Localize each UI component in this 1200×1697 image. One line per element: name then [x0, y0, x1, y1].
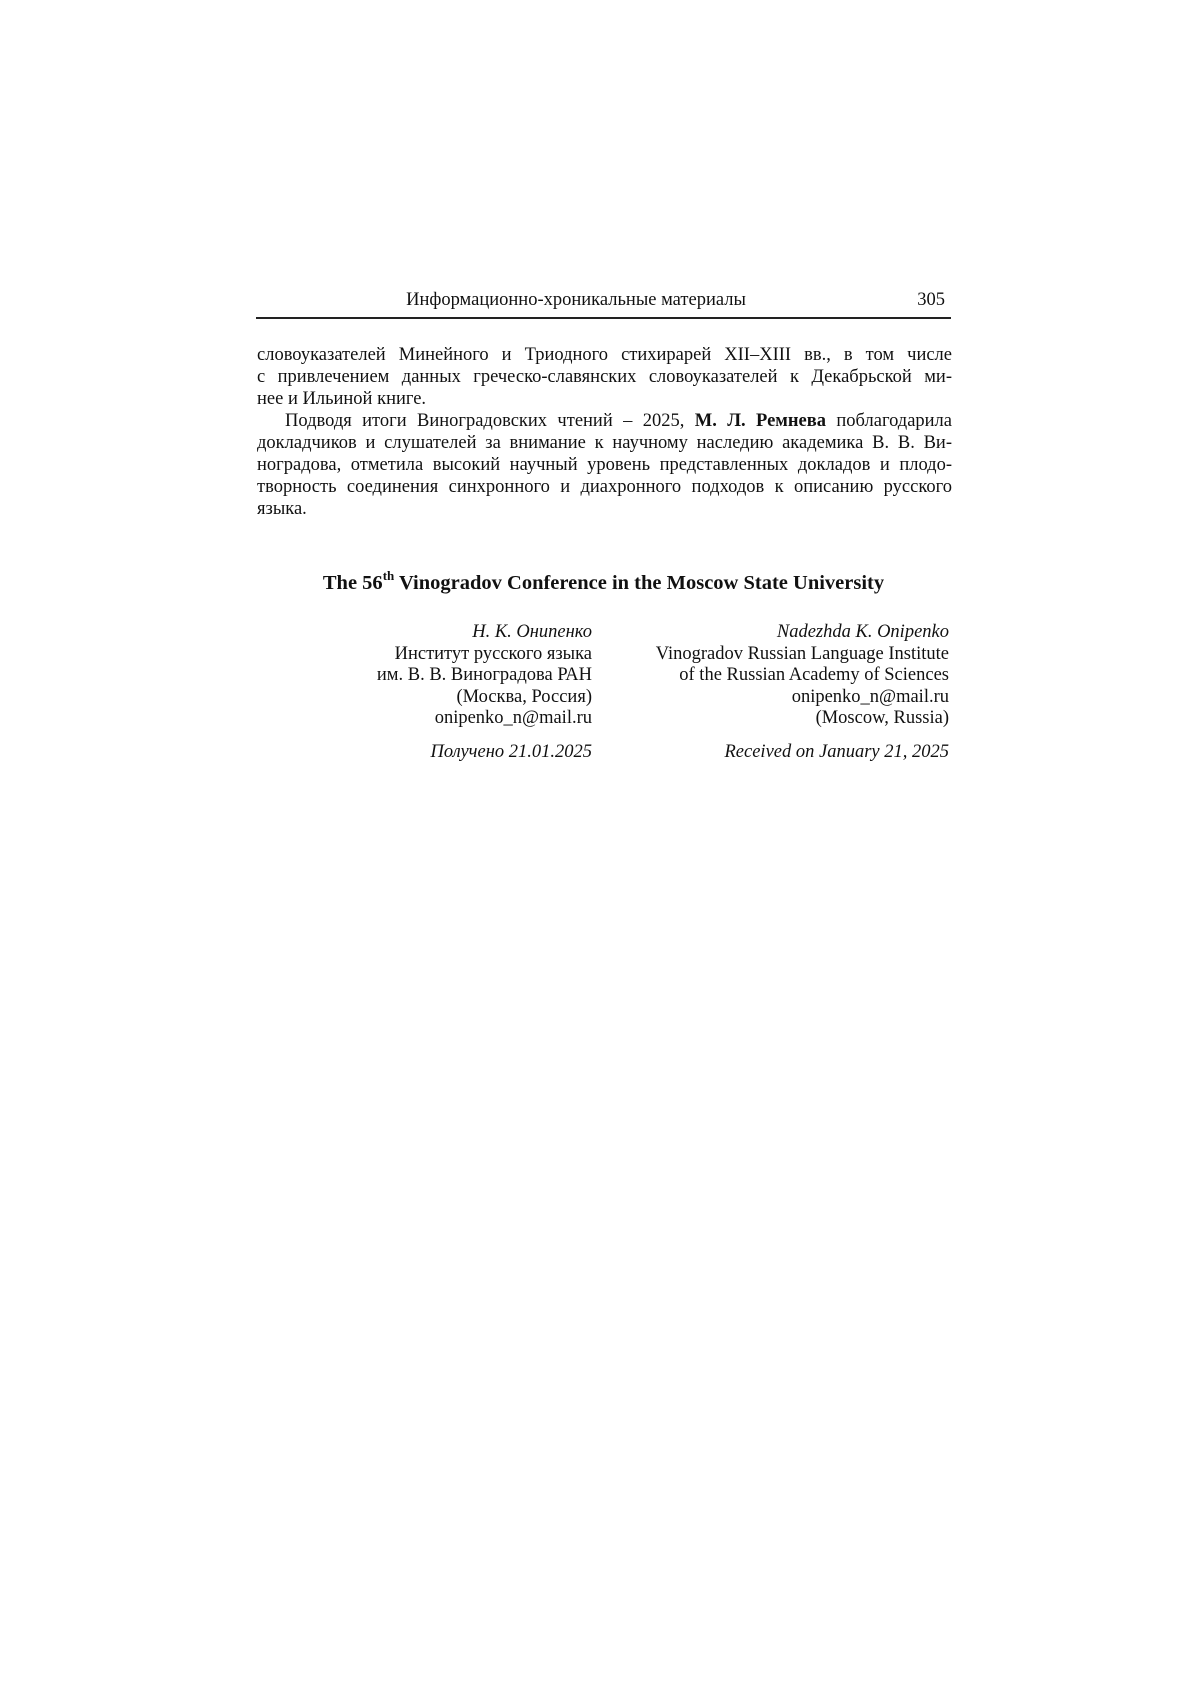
text-line: ноградова, отметила высокий научный уровень представленных докладов и плодо-: [257, 455, 952, 475]
text-run: Подводя итоги Виноградовских чтений – 2025,: [285, 411, 695, 431]
affiliation-line: Институт русского языка: [394, 643, 592, 664]
author-name-en: Nadezhda K. Onipenko: [776, 622, 949, 642]
running-header: [256, 287, 951, 319]
text-line: творность соединения синхронного и диахронного подходов к описанию русского: [257, 477, 952, 497]
affiliation-line: (Москва, Россия): [456, 686, 592, 707]
author-block-ru: [300, 622, 592, 763]
text-line: [257, 410, 952, 432]
title-rest: Vinogradov Conference in the Moscow State University: [394, 572, 885, 594]
paragraph-2: [257, 410, 952, 520]
affiliation-line: им. В. В. Виноградова РАН: [376, 665, 592, 685]
article-title: [256, 570, 951, 596]
received-date-en: Received on January 21, 2025: [724, 741, 949, 762]
author-location-en: (Moscow, Russia): [815, 708, 949, 728]
text-line: словоуказателей Минейного и Триодного стихирарей XII–XIII вв., в том числе: [257, 345, 952, 365]
title-prefix: The 56: [322, 572, 383, 594]
text-line: нее и Ильиной книге.: [257, 389, 427, 409]
affiliation-line: of the Russian Academy of Sciences: [679, 665, 949, 685]
author-name-ru: Н. К. Онипенко: [472, 622, 592, 642]
title-superscript: th: [382, 568, 395, 583]
text-line: докладчиков и слушателей за внимание к научному наследию академика В. В. Ви-: [257, 433, 952, 453]
author-email-ru: onipenko_n@mail.ru: [434, 708, 592, 728]
affiliation-line: Vinogradov Russian Language Institute: [655, 643, 949, 664]
running-title: Информационно-хроникальные материалы: [406, 290, 746, 310]
speaker-name: М. Л. Ремнева: [694, 411, 827, 431]
text-line: языка.: [257, 499, 307, 519]
text-line: с привлечением данных греческо-славянских словоуказателей к Декабрьской ми-: [257, 367, 952, 387]
text-run: поблагодарила: [826, 411, 953, 431]
page-number: 305: [917, 290, 945, 310]
received-date-ru: Получено 21.01.2025: [430, 741, 592, 762]
author-email-en: onipenko_n@mail.ru: [791, 686, 949, 707]
body-text: [257, 344, 952, 520]
author-block-en: [600, 622, 949, 763]
paragraph-1: [257, 344, 952, 410]
